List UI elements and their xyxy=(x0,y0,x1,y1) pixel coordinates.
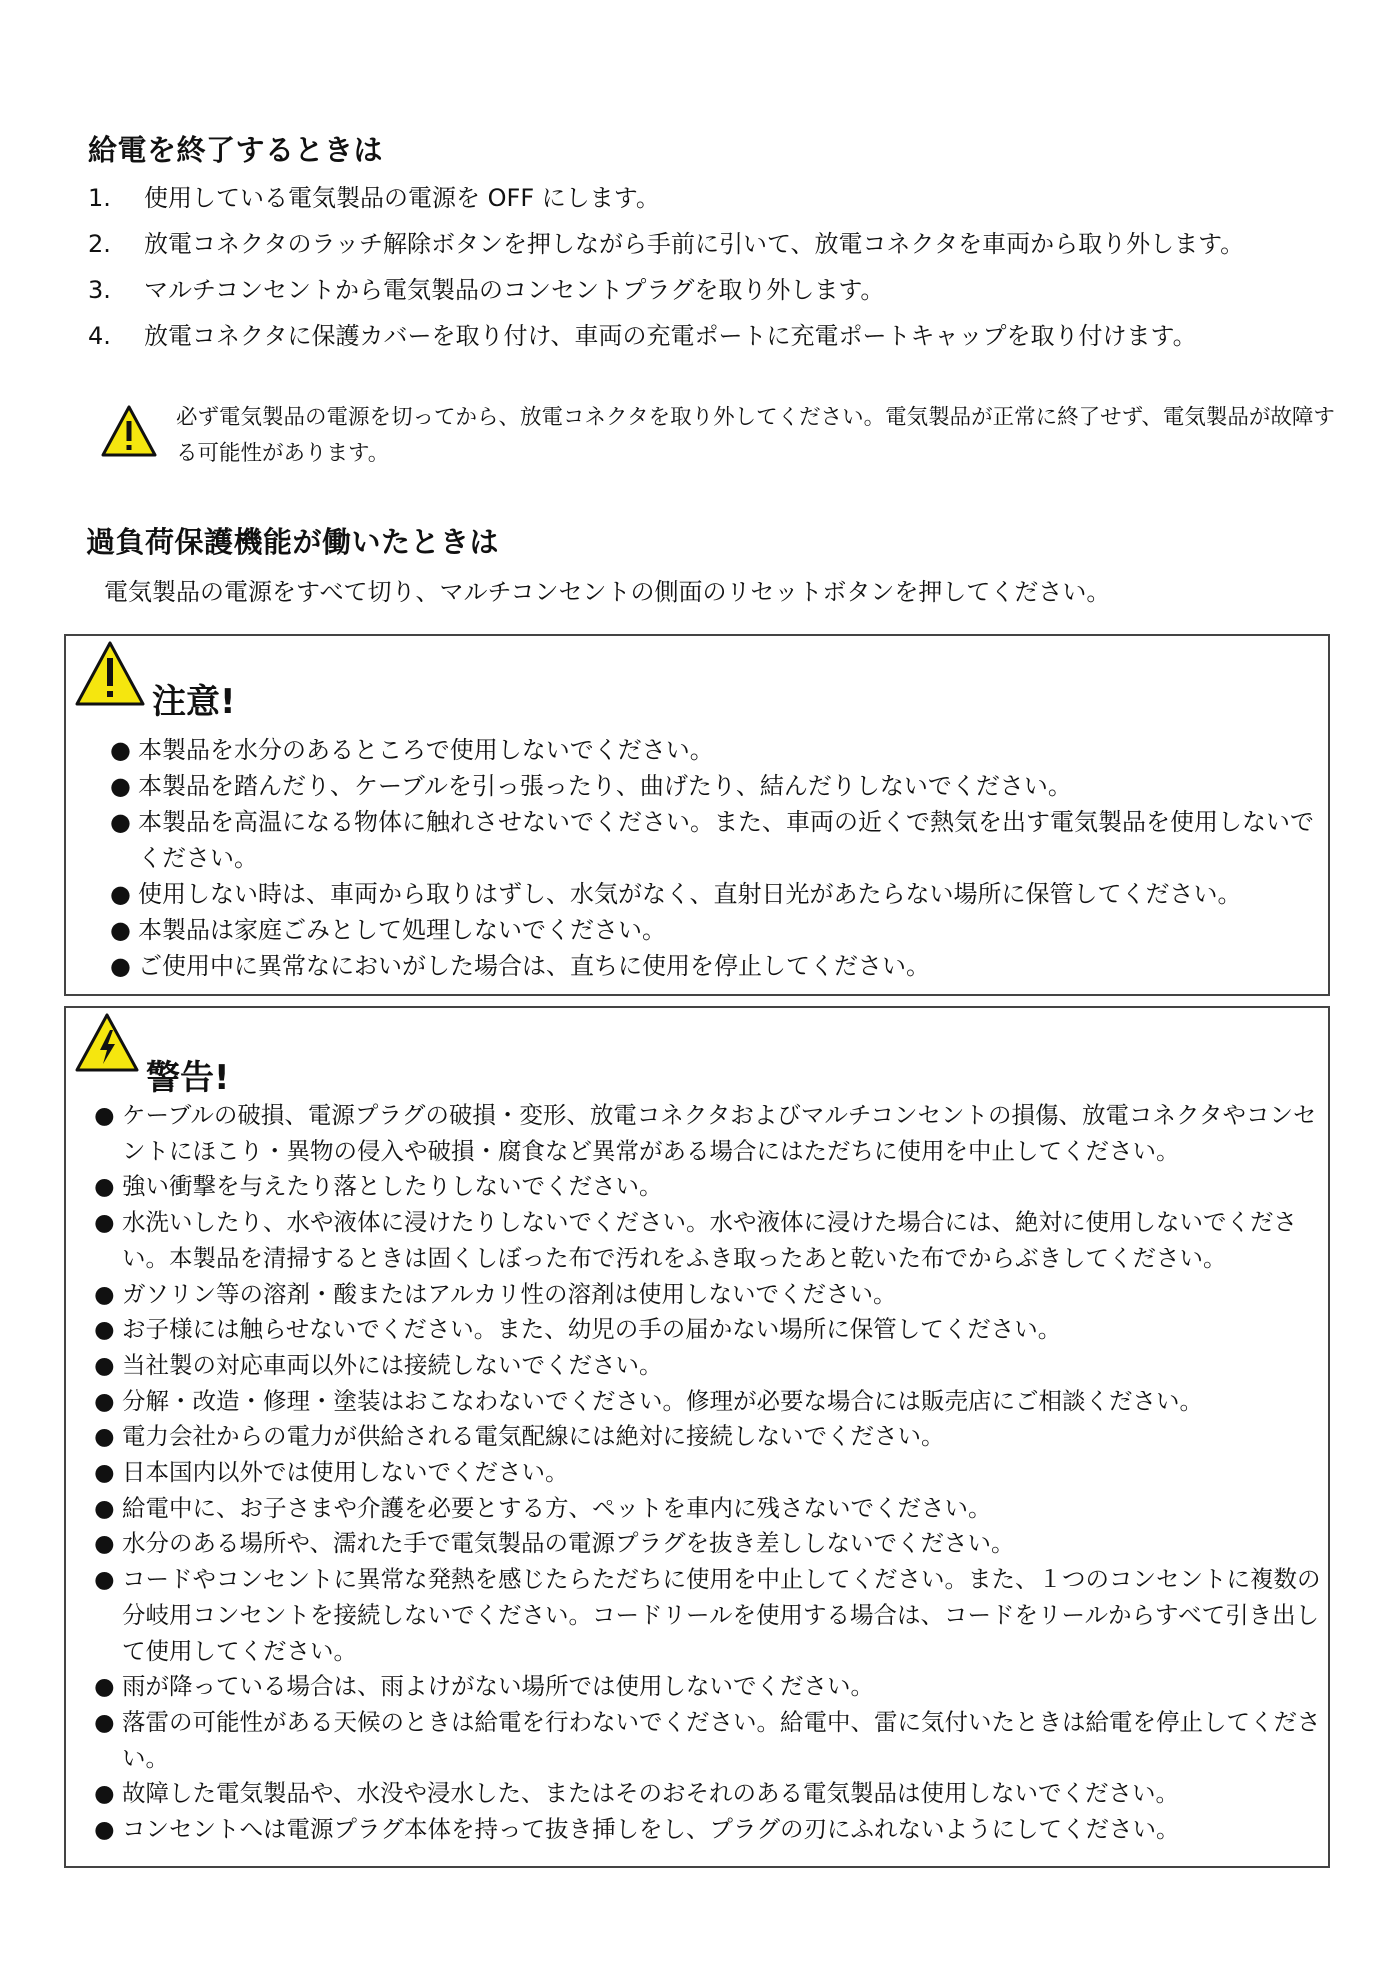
lightning-triangle-icon xyxy=(74,1012,140,1078)
step-number: 3. xyxy=(88,276,111,304)
step-text: 放電コネクタに保護カバーを取り付け、車両の充電ポートに充電ポートキャップを取り付けます。 xyxy=(144,322,1197,350)
list-item xyxy=(94,1669,1326,1705)
list-item xyxy=(110,912,1324,948)
list-item xyxy=(94,1455,1326,1491)
caution-list xyxy=(110,732,1324,984)
bullet: ● xyxy=(110,772,131,800)
step-number: 4. xyxy=(88,322,111,350)
caution-title: 注意! xyxy=(152,682,236,722)
step-item xyxy=(88,272,1328,318)
list-item-text: 当社製の対応車両以外には接続しないでください。 xyxy=(122,1350,663,1379)
bullet: ● xyxy=(94,1565,115,1594)
bullet: ● xyxy=(94,1672,115,1701)
bullet: ● xyxy=(110,916,131,944)
list-item-text: 落雷の可能性がある天候のときは給電を行わないでください。給電中、雷に気付いたときは給電を停止してください。 xyxy=(122,1707,1321,1772)
step-number: 1. xyxy=(88,184,111,212)
list-item xyxy=(94,1384,1326,1420)
list-item-text: 使用しない時は、車両から取りはずし、水気がなく、直射日光があたらない場所に保管してください。 xyxy=(138,880,1242,908)
list-item xyxy=(110,804,1324,876)
list-item xyxy=(94,1705,1326,1776)
power-end-heading: 給電を終了するときは xyxy=(88,133,384,167)
caution-triangle-icon xyxy=(100,404,158,462)
list-item-text: 本製品を踏んだり、ケーブルを引っ張ったり、曲げたり、結んだりしないでください。 xyxy=(138,772,1072,800)
list-item xyxy=(110,948,1324,984)
list-item xyxy=(94,1348,1326,1384)
exclamation-triangle-icon xyxy=(74,640,146,712)
list-item-text: お子様には触らせないでください。また、幼児の手の届かない場所に保管してください。 xyxy=(122,1315,1062,1344)
list-item xyxy=(94,1491,1326,1527)
step-item xyxy=(88,226,1328,272)
overload-heading: 過負荷保護機能が働いたときは xyxy=(86,525,500,559)
warning-list xyxy=(94,1098,1326,1848)
warning-title: 警告! xyxy=(146,1058,230,1098)
list-item xyxy=(94,1812,1326,1848)
bullet: ● xyxy=(94,1779,115,1808)
list-item-text: 給電中に、お子さまや介護を必要とする方、ペットを車内に残さないでください。 xyxy=(122,1493,992,1522)
bullet: ● xyxy=(110,808,131,836)
step-text: 放電コネクタのラッチ解除ボタンを押しながら手前に引いて、放電コネクタを車両から取り外します。 xyxy=(144,230,1245,258)
bullet: ● xyxy=(110,952,131,980)
list-item xyxy=(94,1312,1326,1348)
list-item-text: 雨が降っている場合は、雨よけがない場所では使用しないでください。 xyxy=(122,1672,874,1701)
list-item xyxy=(94,1776,1326,1812)
list-item-text: 故障した電気製品や、水没や浸水した、またはそのおそれのある電気製品は使用しないでください。 xyxy=(122,1779,1180,1808)
list-item xyxy=(94,1562,1326,1669)
warning-box xyxy=(64,1006,1330,1868)
list-item-text: 本製品を水分のあるところで使用しないでください。 xyxy=(138,736,714,764)
bullet: ● xyxy=(94,1707,115,1736)
bullet: ● xyxy=(94,1386,115,1415)
bullet: ● xyxy=(94,1315,115,1344)
list-item xyxy=(110,876,1324,912)
caution-note-text: 必ず電気製品の電源を切ってから、放電コネクタを取り外してください。電気製品が正常に終了せず、電気製品が故障する可能性があります。 xyxy=(176,405,1335,466)
bullet: ● xyxy=(94,1350,115,1379)
bullet: ● xyxy=(94,1422,115,1451)
bullet: ● xyxy=(94,1493,115,1522)
step-item xyxy=(88,318,1328,364)
bullet: ● xyxy=(94,1458,115,1487)
bullet: ● xyxy=(110,880,131,908)
bullet: ● xyxy=(94,1529,115,1558)
bullet: ● xyxy=(94,1101,115,1129)
list-item-text: 分解・改造・修理・塗装はおこなわないでください。修理が必要な場合には販売店にご相談ください。 xyxy=(122,1386,1203,1415)
overload-text: 電気製品の電源をすべて切り、マルチコンセントの側面のリセットボタンを押してください。 xyxy=(104,578,1111,606)
caution-box xyxy=(64,634,1330,996)
list-item-text: 本製品は家庭ごみとして処理しないでください。 xyxy=(138,916,666,944)
list-item xyxy=(94,1098,1326,1169)
list-item-text: 水分のある場所や、濡れた手で電気製品の電源プラグを抜き差ししないでください。 xyxy=(122,1529,1015,1558)
list-item-text: コンセントへは電源プラグ本体を持って抜き挿しをし、プラグの刃にふれないようにしてください。 xyxy=(122,1815,1180,1844)
step-text: 使用している電気製品の電源を OFF にします。 xyxy=(144,184,660,212)
list-item-text: 強い衝撃を与えたり落としたりしないでください。 xyxy=(122,1172,663,1201)
step-text: マルチコンセントから電気製品のコンセントプラグを取り外します。 xyxy=(144,276,885,304)
power-end-steps xyxy=(88,180,1328,364)
list-item-text: ガソリン等の溶剤・酸またはアルカリ性の溶剤は使用しないでください。 xyxy=(122,1279,897,1308)
list-item xyxy=(110,732,1324,768)
list-item-text: 日本国内以外では使用しないでください。 xyxy=(122,1458,569,1487)
bullet: ● xyxy=(94,1815,115,1844)
list-item-text: コードやコンセントに異常な発熱を感じたらただちに使用を中止してください。また、１つのコンセントに複数の分岐用コンセントを接続しないでください。コードリールを使用する場合は、コードをリールからすべて引き出して使用してください。 xyxy=(122,1565,1321,1665)
list-item-text: 水洗いしたり、水や液体に浸けたりしないでください。水や液体に浸けた場合には、絶対に使用しないでください。本製品を清掃するときは固くしぼった布で汚れをふき取ったあと乾いた布でからぶきしてください。 xyxy=(122,1208,1297,1272)
bullet: ● xyxy=(94,1172,115,1201)
step-item xyxy=(88,180,1328,226)
list-item-text: 電力会社からの電力が供給される電気配線には絶対に接続しないでください。 xyxy=(122,1422,945,1451)
list-item xyxy=(94,1526,1326,1562)
bullet: ● xyxy=(94,1208,115,1237)
list-item xyxy=(94,1277,1326,1313)
list-item xyxy=(110,768,1324,804)
list-item xyxy=(94,1419,1326,1455)
bullet: ● xyxy=(110,736,131,764)
step-number: 2. xyxy=(88,230,111,258)
list-item-text: 本製品を高温になる物体に触れさせないでください。また、車両の近くで熱気を出す電気製品を使用しないでください。 xyxy=(138,808,1314,872)
list-item-text: ケーブルの破損、電源プラグの破損・変形、放電コネクタおよびマルチコンセントの損傷、放電コネクタやコンセントにほこり・異物の侵入や破損・腐食など異常がある場合にはただちに使用を中止してください。 xyxy=(122,1101,1317,1165)
bullet: ● xyxy=(94,1279,115,1308)
list-item xyxy=(94,1169,1326,1205)
list-item-text: ご使用中に異常なにおいがした場合は、直ちに使用を停止してください。 xyxy=(138,952,930,980)
list-item xyxy=(94,1205,1326,1276)
